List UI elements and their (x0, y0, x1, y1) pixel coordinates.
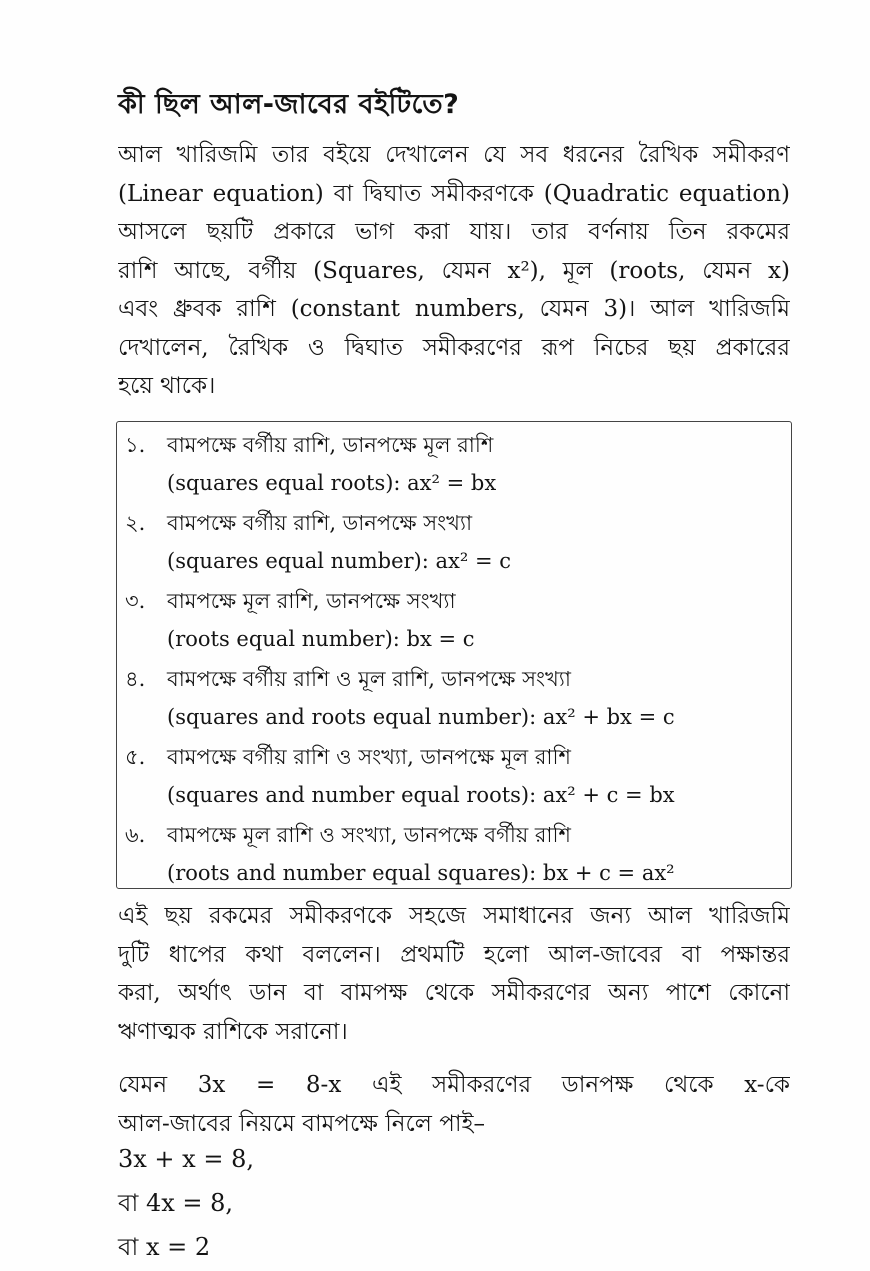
example-paragraph (118, 1066, 790, 1143)
intro-paragraph (118, 136, 790, 406)
explanation-line: ঋণাত্মক রাশিকে সরানো। (118, 1018, 348, 1045)
explanation-paragraph (118, 897, 790, 1051)
form-number: ২. (125, 511, 146, 535)
form-description-bengali: বামপক্ষে মূল রাশি, ডানপক্ষে সংখ্যা (167, 589, 456, 613)
section-heading: কী ছিল আল-জাবের বইটিতে? (118, 89, 460, 120)
explanation-line: এই ছয় রকমের সমীকরণকে সহজে সমাধানের জন্য আল খারিজমি (118, 903, 790, 929)
equation-step: 3x + x = 8, (118, 1145, 254, 1173)
form-description-bengali: বামপক্ষে বর্গীয় রাশি ও সংখ্যা, ডানপক্ষে মূল রাশি (167, 745, 571, 769)
intro-line: এবং ধ্রুবক রাশি (constant numbers, যেমন 3)। আল খারিজমি (118, 296, 790, 322)
intro-line: রাশি আছে, বর্গীয় (Squares, যেমন x²), মূল (roots, যেমন x) (118, 257, 790, 284)
form-description-english: (roots and number equal squares): bx + c = ax² (167, 861, 675, 885)
form-description-english: (roots equal number): bx = c (167, 627, 475, 651)
intro-line: আল খারিজমি তার বইয়ে দেখালেন যে সব ধরনের রৈখিক সমীকরণ (118, 142, 790, 168)
form-description-english: (squares and roots equal number): ax² + bx = c (167, 705, 675, 729)
form-description-bengali: বামপক্ষে বর্গীয় রাশি, ডানপক্ষে সংখ্যা (167, 511, 473, 535)
example-line: যেমন 3x = 8-x এই সমীকরণের ডানপক্ষ থেকে x-কে (118, 1072, 790, 1098)
equation-step: বা 4x = 8, (118, 1189, 234, 1217)
form-description-bengali: বামপক্ষে বর্গীয় রাশি, ডানপক্ষে মূল রাশি (167, 433, 494, 457)
intro-line: আসলে ছয়টি প্রকারে ভাগ করা যায়। তার বর্ণনায় তিন রকমের (118, 219, 790, 245)
intro-line: (Linear equation) বা দ্বিঘাত সমীকরণকে (Quadratic equation) (118, 180, 790, 207)
explanation-line: দুটি ধাপের কথা বললেন। প্রথমটি হলো আল-জাবের বা পক্ষান্তর (118, 941, 790, 968)
form-description-english: (squares and number equal roots): ax² + c = bx (167, 783, 675, 807)
form-description-english: (squares equal roots): ax² = bx (167, 471, 497, 495)
form-number: ৪. (125, 667, 146, 691)
form-number: ১. (125, 433, 146, 457)
example-line: আল-জাবের নিয়মে বামপক্ষে নিলে পাই– (118, 1110, 485, 1137)
form-description-bengali: বামপক্ষে মূল রাশি ও সংখ্যা, ডানপক্ষে বর্গীয় রাশি (167, 823, 571, 847)
form-description-bengali: বামপক্ষে বর্গীয় রাশি ও মূল রাশি, ডানপক্ষে সংখ্যা (167, 667, 571, 691)
explanation-line: করা, অর্থাৎ ডান বা বামপক্ষ থেকে সমীকরণের অন্য পাশে কোনো (118, 980, 790, 1006)
form-description-english: (squares equal number): ax² = c (167, 549, 511, 573)
equation-step: বা x = 2 (118, 1233, 211, 1261)
form-number: ৫. (125, 745, 146, 769)
form-number: ৩. (125, 589, 146, 613)
equation-forms-box (116, 421, 792, 889)
intro-line: দেখালেন, রৈখিক ও দ্বিঘাত সমীকরণের রূপ নিচের ছয় প্রকারের (118, 334, 790, 361)
form-number: ৬. (125, 823, 146, 847)
intro-line: হয়ে থাকে। (118, 373, 216, 399)
